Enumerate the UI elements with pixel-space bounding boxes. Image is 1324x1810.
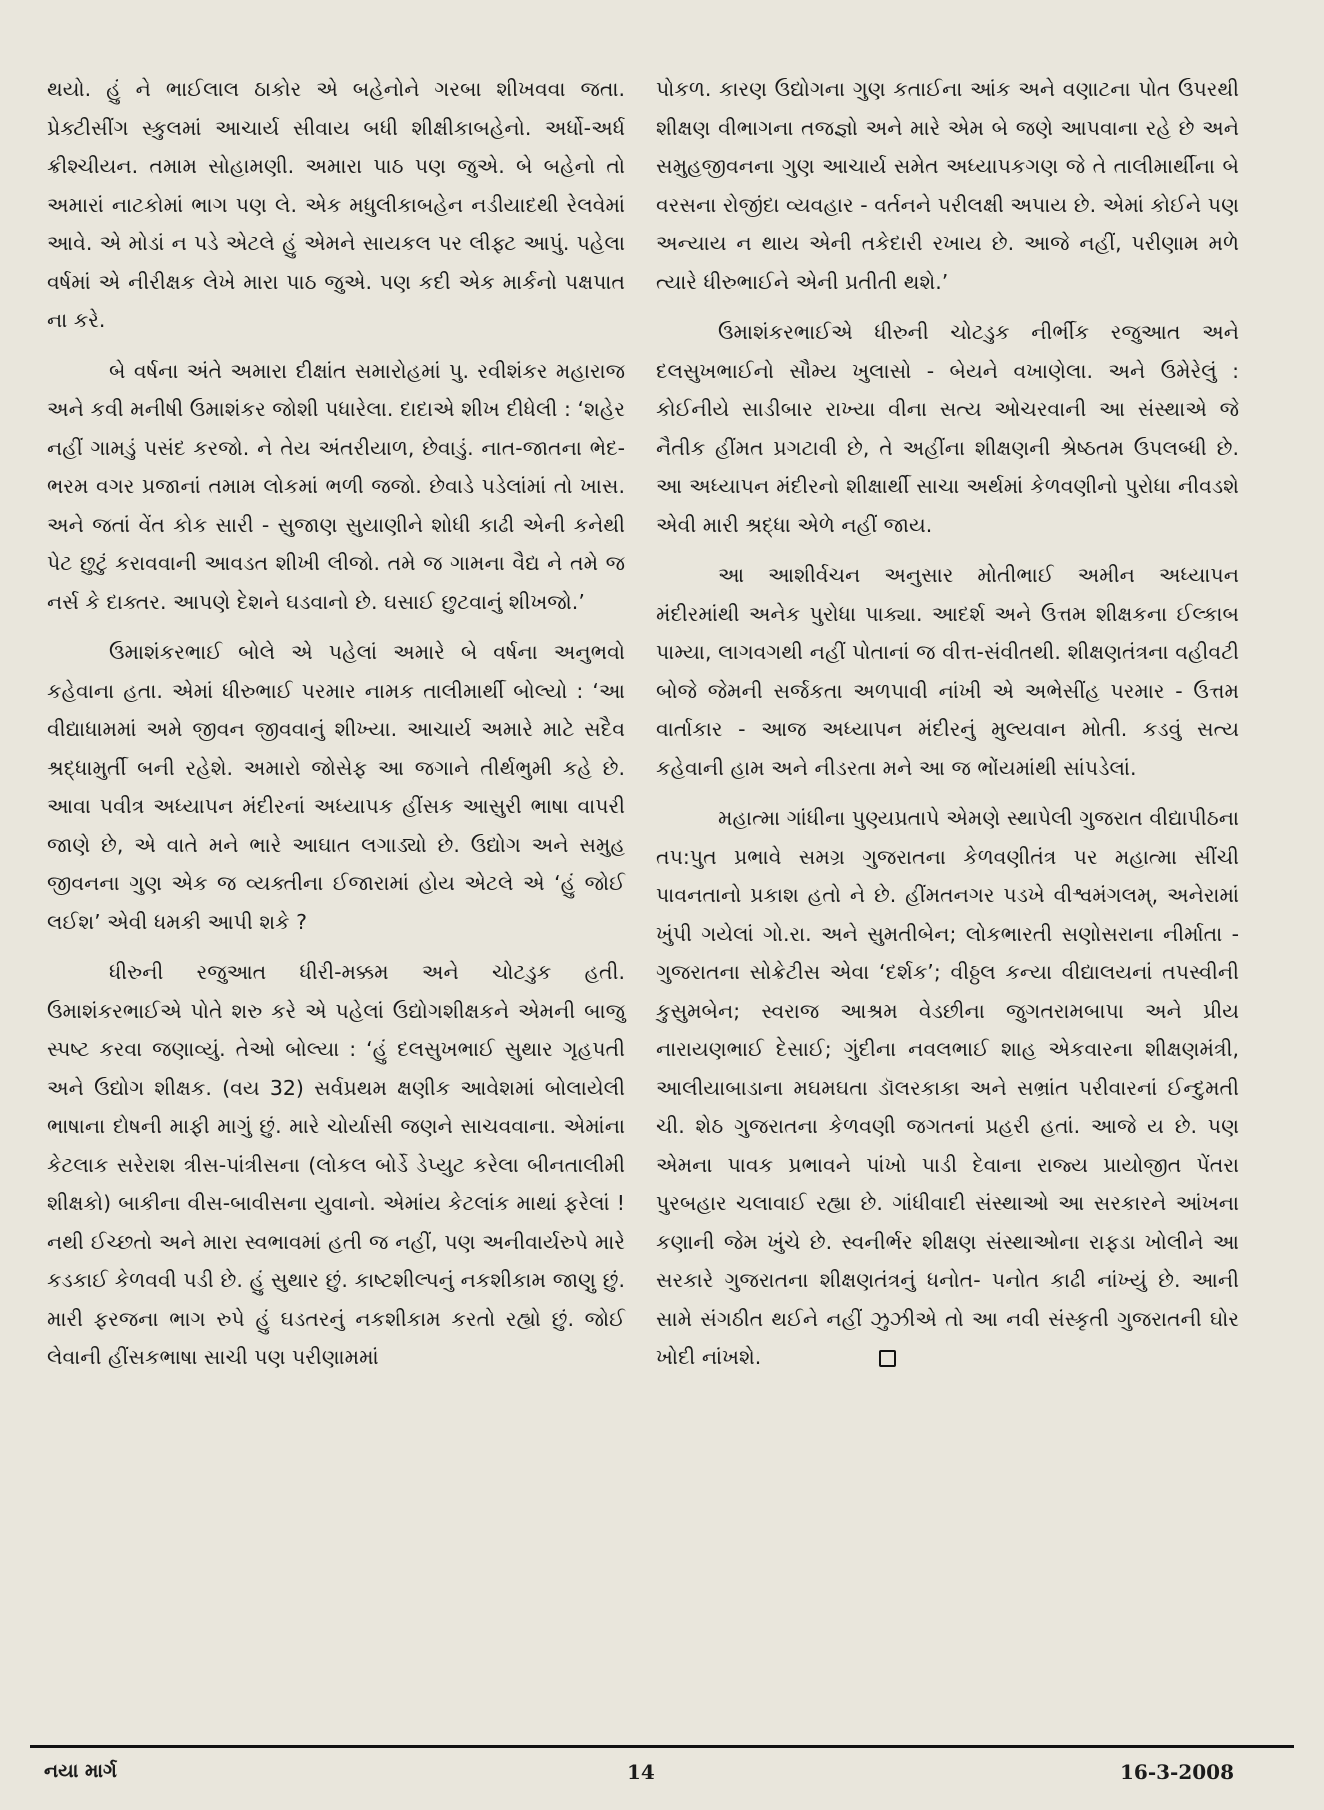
paragraph: બે વર્ષના અંતે અમારા દીક્ષાંત સમારોહમાં પુ. રવીશંકર મહારાજ અને કવી મનીષી ઉમાશંકર જોશી પધારેલા. દાદાએ શીખ દીધેલી : ‘શહેર નહીં ગામડું પસંદ કરજો. ને તેય અંતરીયાળ, છેવાડું. નાત-જાતના ભેદ-ભરમ વગર પ્રજાનાં તમામ લોકમાં ભળી જજો. છેવાડે પડેલાંમાં તો ખાસ. અને જતાં વેંત કોક સારી - સુજાણ સુયાણીને શોધી કાઢી એની કનેથી પેટ છુટું કરાવવાની આવડત શીખી લીજો. તમે જ ગામના વૈદ્ય ને તમે જ નર્સ કે દાક્તર. આપણે દેશને ઘડવાનો છે. ઘસાઈ છુટવાનું શીખજો.’: [47, 358, 625, 614]
page-number: 14: [627, 1760, 655, 1784]
paragraph: ઉમાશંકરભાઈ બોલે એ પહેલાં અમારે બે વર્ષના અનુભવો કહેવાના હતા. એમાં ધીરુભાઈ પરમાર નામક તાલીમાર્થી બોલ્યો : ‘આ વીદ્યાધામમાં અમે જીવન જીવવાનું શીખ્યા. આચાર્ય અમારે માટે સદૈવ શ્રદ્ધામુર્તી બની રહેશે. અમારો જોસેફ આ જગાને તીર્થભુમી કહે છે. આવા પવીત્ર અધ્યાપન મંદીરનાં અધ્યાપક હીંસક આસુરી ભાષા વાપરી જાણે છે, એ વાતે મને ભારે આઘાત લગાડ્યો છે. ઉદ્યોગ અને સમુહ જીવનના ગુણ એક જ વ્યક્તીના ઈજારામાં હોય એટલે એ ‘હું જોઈ લઈશ’ એવી ધમકી આપી શકે ?: [47, 640, 625, 934]
paragraph: ઉમાશંકરભાઈએ ધીરુની ચોટડુક નીર્ભીક રજુઆત અને દલસુખભાઈનો સૌમ્ય ખુલાસો - બેયને વખાણેલા. અને ઉમેરેલું : કોઈનીયે સાડીબાર રાખ્યા વીના સત્ય ઓચરવાની આ સંસ્થાએ જે નૈતીક હીંમત પ્રગટાવી છે, તે અહીંના શીક્ષણની શ્રેષ્ઠતમ ઉપલબ્ધી છે. આ અધ્યાપન મંદીરનો શીક્ષાર્થી સાચા અર્થમાં કેળવણીનો પુરોધા નીવડશે એવી મારી શ્રદ્ધા એળે નહીં જાય.: [656, 320, 1239, 537]
issue-date: 16-3-2008: [1120, 1760, 1235, 1784]
paragraph: પોકળ. કારણ ઉદ્યોગના ગુણ કતાઈના આંક અને વણાટના પોત ઉપરથી શીક્ષણ વીભાગના તજજ્ઞો અને મારે એમ બે જણે આપવાના રહે છે અને સમુહજીવનના ગુણ આચાર્ય સમેત અધ્યાપકગણ જે તે તાલીમાર્થીના બે વરસના રોજીંદા વ્યવહાર - વર્તનને પરીલક્ષી અપાય છે. એમાં કોઈને પણ અન્યાય ન થાય એની તકેદારી રખાય છે. આજે નહીં, પરીણામ મળે ત્યારે ધીરુભાઈને એની પ્રતીતી થશે.’: [656, 77, 1239, 294]
paragraph-text: મહાત્મા ગાંધીના પુણ્યપ્રતાપે એમણે સ્થાપેલી ગુજરાત વીદ્યાપીઠના તપ:પુત પ્રભાવે સમગ્ર ગુજરાતના કેળવણીતંત્ર પર મહાત્મા સીંચી પાવનતાનો પ્રકાશ હતો ને છે. હીંમતનગર પડખે વીશ્વમંગલમ્, અનેરામાં ખુંપી ગયેલાં ગો.રા. અને સુમતીબેન; લોકભારતી સણોસરાના નીર્માતા - ગુજરાતના સોક્રેટીસ એવા ‘દર્શક’; વીઠ્ઠલ કન્યા વીદ્યાલયનાં તપસ્વીની કુસુમબેન; સ્વરાજ આશ્રમ વેડછીના જુગતરામબાપા અને પ્રીય નારાયણભાઈ દેસાઈ; ગુંદીના નવલભાઈ શાહ એકવારના શીક્ષણમંત્રી, આલીયાબાડાના મઘમઘતા ડૉલરકાકા અને સભ્રાંત પરીવારનાં ઈન્દુમતી ચી. શેઠ ગુજરાતના કેળવણી જગતનાં પ્રહરી હતાં. આજે ય છે. પણ એમના પાવક પ્રભાવને પાંખો પાડી દેવાના રાજ્ય પ્રાયોજીત પેંતરા પુરબહાર ચલાવાઈ રહ્યા છે. ગાંધીવાદી સંસ્થાઓ આ સરકારને આંખના કણાની જેમ ખુંચે છે. સ્વનીર્ભર શીક્ષણ સંસ્થાઓના રાફડા ખોલીને આ સરકારે ગુજરાતના શીક્ષણતંત્રનું ધનોત- પનોત કાઢી નાંખ્યું છે. આની સામે સંગઠીત થઈને નહીં ઝુઝીએ તો આ નવી સંસ્કૃતી ગુજરાતની ઘોર ખોદી નાંખશે.: [656, 806, 1239, 1369]
publication-name: નયા માર્ગ: [44, 1760, 117, 1782]
paragraph: થયો. હું ને ભાઈલાલ ઠાકોર એ બહેનોને ગરબા શીખવવા જતા. પ્રેક્ટીસીંગ સ્કુલમાં આચાર્ય સીવાય બધી શીક્ષીકાબહેનો. અર્ધો-અર્ધ ક્રીશ્ચીયન. તમામ સોહામણી. અમારા પાઠ પણ જુએ. બે બહેનો તો અમારાં નાટકોમાં ભાગ પણ લે. એક મધુલીકાબહેન નડીયાદથી રેલવેમાં આવે. એ મોડાં ન પડે એટલે હું એમને સાયકલ પર લીફ્ટ આપું. પહેલા વર્ષમાં એ નીરીક્ષક લેખે મારા પાઠ જુએ. પણ કદી એક માર્કનો પક્ષપાત ના કરે.: [47, 77, 625, 332]
paragraph: ધીરુની રજુઆત ધીરી-મક્કમ અને ચોટડુક હતી. ઉમાશંકરભાઈએ પોતે શરુ કરે એ પહેલાં ઉદ્યોગશીક્ષકને એમની બાજુ સ્પષ્ટ કરવા જણાવ્યું. તેઓ બોલ્યા : ‘હું દલસુખભાઈ સુથાર ગૃહપતી અને ઉદ્યોગ શીક્ષક. (વય 32) સર્વપ્રથમ ક્ષણીક આવેશમાં બોલાયેલી ભાષાના દોષની માફી માગું છું. મારે ચોર્યાસી જણને સાચવવાના. એમાંના કેટલાક સરેરાશ ત્રીસ-પાંત્રીસના (લોકલ બોર્ડે ડેપ્યુટ કરેલા બીનતાલીમી શીક્ષકો) બાકીના વીસ-બાવીસના યુવાનો. એમાંય કેટલાંક માથાં ફરેલાં ! નથી ઈચ્છતો અને મારા સ્વભાવમાં હતી જ નહીં, પણ અનીવાર્યરુપે મારે કડકાઈ કેળવવી પડી છે. હું સુથાર છું. કાષ્ટશીલ્પનું નકશીકામ જાણુ છું. મારી ફરજના ભાગ રુપે હું ઘડતરનું નકશીકામ કરતો રહ્યો છું. જોઈ લેવાની હીંસકભાષા સાચી પણ પરીણામમાં: [47, 960, 625, 1369]
footer-divider: [30, 1745, 1294, 1748]
paragraph-last: [656, 799, 1239, 1377]
end-of-article-icon: [879, 1350, 896, 1367]
article-right-column: [656, 70, 1239, 1389]
article-left-column: [47, 70, 625, 1389]
paragraph: આ આશીર્વચન અનુસાર મોતીભાઈ અમીન અધ્યાપન મંદીરમાંથી અનેક પુરોધા પાક્યા. આદર્શ અને ઉત્તમ શીક્ષકના ઈલ્કાબ પામ્યા, લાગવગથી નહીં પોતાનાં જ વીત્ત-સંવીતથી. શીક્ષણતંત્રના વહીવટી બોજે જેમની સર્જકતા અળપાવી નાંખી એ અભેસીંહ પરમાર - ઉત્તમ વાર્તાકાર - આજ અધ્યાપન મંદીરનું મુલ્યવાન મોતી. કડવું સત્ય કહેવાની હામ અને નીડરતા મને આ જ ભોંયમાંથી સાંપડેલાં.: [656, 563, 1239, 780]
